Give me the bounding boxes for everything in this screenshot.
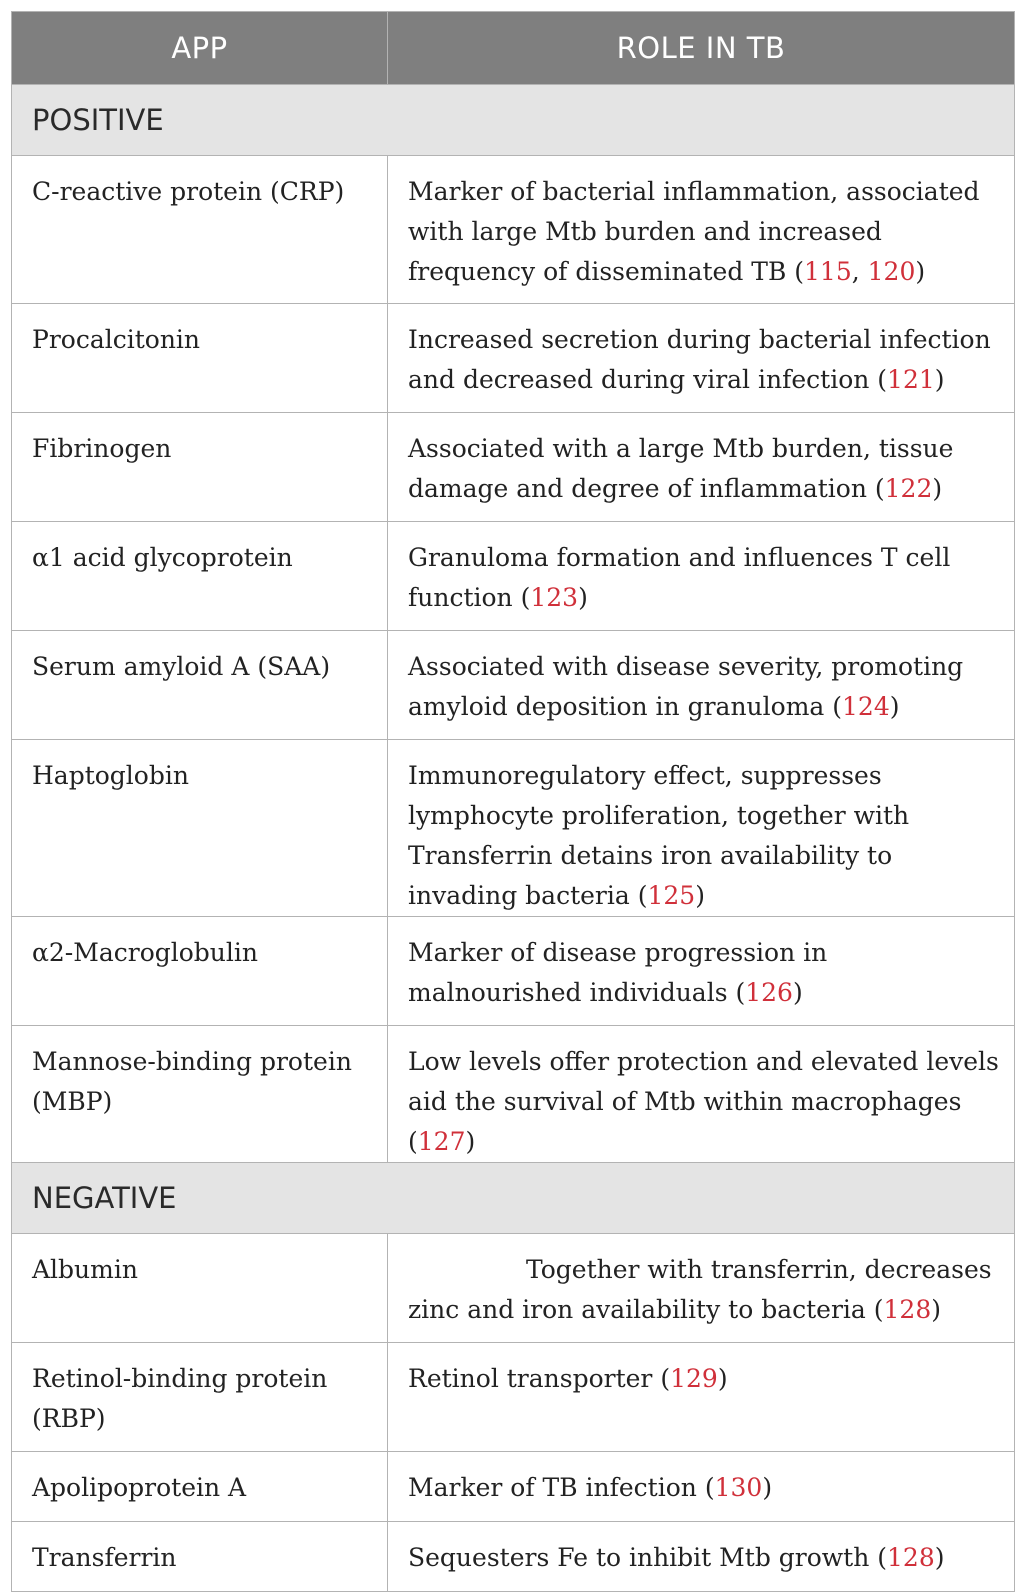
reference-link[interactable]: 129 [670, 1364, 718, 1393]
group-row-negative [12, 1163, 1015, 1234]
role-cell: Marker of bacterial inflammation, associated with large Mtb burden and increased frequency of disseminated TB (115, 120) [388, 156, 1015, 304]
reference-link[interactable]: 126 [745, 978, 793, 1007]
role-text: Together with transferrin, decreases zinc and iron availability to bacteria ( [408, 1255, 992, 1324]
role-tail: ) [934, 1543, 945, 1572]
role-text: Sequesters Fe to inhibit Mtb growth ( [408, 1543, 888, 1572]
role-text: Low levels offer protection and elevated levels aid the survival of Mtb within macrophages ( [408, 1047, 999, 1156]
app-name: Mannose-binding protein (MBP) [12, 1026, 388, 1163]
reference-link[interactable]: 124 [842, 692, 890, 721]
app-name: Apolipoprotein A [12, 1452, 388, 1522]
group-label: POSITIVE [12, 85, 1015, 156]
app-name: Fibrinogen [12, 413, 388, 522]
group-row-positive [12, 85, 1015, 156]
role-text: Marker of TB infection ( [408, 1473, 715, 1502]
role-cell [388, 1343, 1015, 1452]
app-role-table [11, 11, 1015, 1592]
reference-link[interactable]: 125 [647, 881, 696, 910]
table-row [12, 1452, 1015, 1522]
role-text: Associated with a large Mtb burden, tissue damage and degree of inflammation ( [408, 434, 954, 503]
role-text: Associated with disease severity, promoting amyloid deposition in granuloma ( [408, 652, 964, 721]
reference-link[interactable]: 127 [417, 1127, 466, 1156]
role-tail: ) [934, 365, 945, 394]
role-cell [388, 740, 1015, 917]
table-row [12, 917, 1015, 1026]
app-name: C-reactive protein (CRP) [12, 156, 388, 304]
reference-link[interactable]: 120 [867, 257, 916, 286]
table-row [12, 631, 1015, 740]
table-row [12, 304, 1015, 413]
app-name: Serum amyloid A (SAA) [12, 631, 388, 740]
app-name: Retinol-binding protein (RBP) [12, 1343, 388, 1452]
reference-link[interactable]: 121 [887, 365, 935, 394]
table-row [12, 1522, 1015, 1592]
role-tail: ) [578, 583, 588, 612]
role-tail: ) [465, 1127, 476, 1156]
table-row [12, 413, 1015, 522]
reference-link[interactable]: 130 [714, 1473, 763, 1502]
app-name: Haptoglobin [12, 740, 388, 917]
role-cell [388, 1452, 1015, 1522]
app-name: α1 acid glycoprotein [12, 522, 388, 631]
role-text: Granuloma formation and influences T cell function ( [408, 543, 951, 612]
role-tail: ) [792, 978, 803, 1007]
app-name: Transferrin [12, 1522, 388, 1592]
header-row [12, 12, 1015, 85]
reference-link[interactable]: 128 [887, 1543, 935, 1572]
role-text: Increased secretion during bacterial infection and decreased during viral infection ( [408, 325, 991, 394]
header-role: ROLE IN TB [388, 12, 1015, 85]
app-name: Procalcitonin [12, 304, 388, 413]
role-cell [388, 304, 1015, 413]
reference-link[interactable]: 123 [530, 583, 579, 612]
table-row [12, 522, 1015, 631]
role-tail: ) [932, 474, 943, 503]
reference-link[interactable]: 128 [883, 1295, 932, 1324]
role-cell [388, 1522, 1015, 1592]
role-text: Retinol transporter ( [408, 1364, 671, 1393]
table-row [12, 1343, 1015, 1452]
table-row [12, 1234, 1015, 1343]
table-row [12, 1026, 1015, 1163]
role-tail: ) [915, 257, 926, 286]
role-tail: ) [762, 1473, 773, 1502]
role-cell [388, 1026, 1015, 1163]
role-tail: ) [889, 692, 900, 721]
reference-link[interactable]: 115 [804, 257, 852, 286]
role-text: Marker of disease progression in malnourished individuals ( [408, 938, 828, 1007]
role-text: Immunoregulatory effect, suppresses lymphocyte proliferation, together with Transferrin detains iron availability to invading bacteria ( [408, 761, 910, 910]
role-cell [388, 917, 1015, 1026]
role-cell [388, 522, 1015, 631]
role-tail: ) [717, 1364, 728, 1393]
table-row [12, 740, 1015, 917]
group-label: NEGATIVE [12, 1163, 1015, 1234]
header-app: APP [12, 12, 388, 85]
role-cell [388, 413, 1015, 522]
role-tail: ) [931, 1295, 941, 1324]
role-tail: ) [695, 881, 705, 910]
table-row [12, 156, 1015, 304]
app-name: α2-Macroglobulin [12, 917, 388, 1026]
reference-link[interactable]: 122 [884, 474, 933, 503]
app-name: Albumin [12, 1234, 388, 1343]
role-cell [388, 631, 1015, 740]
role-text: Marker of bacterial inflammation, associated with large Mtb burden and increased frequency of disseminated TB ( [408, 177, 980, 286]
role-cell [388, 1234, 1015, 1343]
